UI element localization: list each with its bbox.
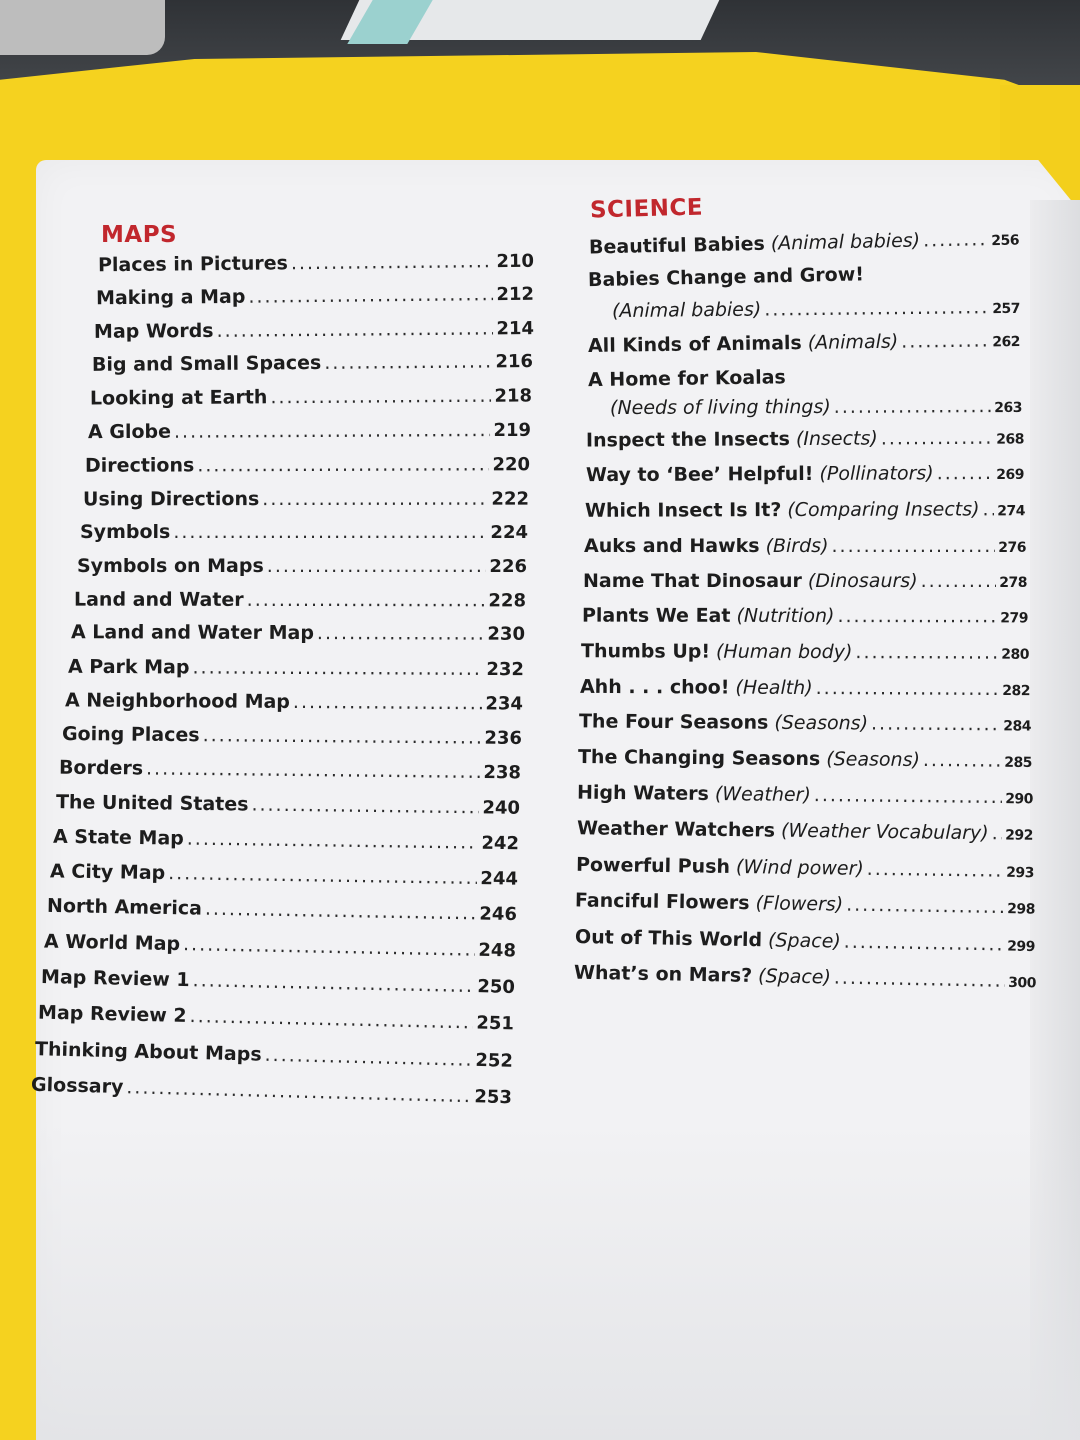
entry-title: Way to ‘Bee’ Helpful! xyxy=(585,462,814,487)
page-number: 214 xyxy=(496,318,535,340)
toc-entry[interactable] xyxy=(98,250,534,277)
page-number: 210 xyxy=(496,250,535,273)
page-number: 269 xyxy=(996,466,1025,483)
toc-entry[interactable] xyxy=(580,676,1030,700)
leader-dots xyxy=(814,784,1003,808)
toc-entry[interactable] xyxy=(581,640,1029,664)
leader-dots xyxy=(205,898,477,925)
toc-entry[interactable] xyxy=(92,350,533,376)
page-number: 234 xyxy=(485,693,524,715)
science-heading: SCIENCE xyxy=(589,194,704,224)
entry-title: Babies Change and Grow! xyxy=(587,263,865,292)
page-number: 226 xyxy=(489,556,527,577)
entry-title: A City Map xyxy=(49,860,166,885)
entry-title: Inspect the Insects xyxy=(585,428,790,452)
entry-title: Big and Small Spaces xyxy=(91,351,322,376)
leader-dots xyxy=(291,250,494,274)
entry-title: A Home for Koalas xyxy=(587,366,786,392)
toc-entry[interactable] xyxy=(94,317,534,343)
page-number: 250 xyxy=(477,976,516,998)
leader-dots xyxy=(197,453,489,476)
entry-title: A State Map xyxy=(52,825,184,850)
entry-title: Going Places xyxy=(61,722,200,747)
page-number: 244 xyxy=(480,868,519,890)
entry-title: Land and Water xyxy=(73,588,244,611)
leader-dots xyxy=(921,570,997,592)
page-number: 252 xyxy=(475,1049,514,1072)
page-number: 299 xyxy=(1007,938,1036,956)
leader-dots xyxy=(867,858,1004,882)
page-number: 279 xyxy=(1000,610,1029,627)
entry-title: Map Words xyxy=(93,319,214,343)
entry-title: The Changing Seasons xyxy=(577,746,821,771)
page-number: 228 xyxy=(488,590,527,612)
page-number: 293 xyxy=(1006,864,1035,882)
page-number: 238 xyxy=(483,762,522,784)
entry-subject: (Space) xyxy=(767,929,841,953)
page-number: 280 xyxy=(1001,646,1030,663)
entry-subject: (Weather) xyxy=(714,783,811,807)
entry-title: A Land and Water Map xyxy=(70,621,314,645)
entry-subject: (Animal babies) xyxy=(770,229,921,255)
page-number: 285 xyxy=(1004,754,1033,771)
entry-subject: (Animals) xyxy=(807,330,899,354)
page-number: 246 xyxy=(479,903,518,926)
leader-dots xyxy=(901,329,989,352)
entry-subject: (Animal babies) xyxy=(611,298,762,323)
entry-title: Which Insect Is It? xyxy=(584,499,782,522)
entry-subject: (Nutrition) xyxy=(736,604,835,628)
entry-title: Directions xyxy=(84,454,195,477)
page-number: 257 xyxy=(992,300,1021,318)
toc-entry[interactable] xyxy=(588,365,888,391)
leader-dots xyxy=(251,794,479,819)
page-number: 278 xyxy=(999,575,1027,591)
page-number: 219 xyxy=(493,419,532,442)
page-number: 300 xyxy=(1008,974,1037,992)
toc-entry[interactable] xyxy=(71,621,525,645)
toc-entry[interactable] xyxy=(65,689,523,714)
page-number: 263 xyxy=(994,399,1023,417)
page-number: 268 xyxy=(996,431,1025,448)
leader-dots xyxy=(982,498,994,520)
leader-dots xyxy=(937,462,994,484)
entry-title: A Park Map xyxy=(67,655,190,679)
toc-entry-continued[interactable] xyxy=(610,395,1022,419)
page-number: 224 xyxy=(490,522,528,543)
page-number: 253 xyxy=(474,1086,513,1109)
leader-dots xyxy=(216,317,493,341)
leader-dots xyxy=(992,822,1003,844)
page-shadow xyxy=(36,1120,1080,1440)
leader-dots xyxy=(871,712,1000,735)
page-number: 248 xyxy=(478,939,517,962)
page-number: 220 xyxy=(492,454,531,476)
entry-title: Name That Dinosaur xyxy=(583,570,802,592)
leader-dots xyxy=(855,641,998,663)
page-number: 218 xyxy=(494,385,533,407)
toc-entry[interactable] xyxy=(90,384,532,409)
toc-entry[interactable] xyxy=(586,462,1024,486)
leader-dots xyxy=(844,931,1005,956)
leader-dots xyxy=(262,488,488,510)
entry-title: Symbols on Maps xyxy=(77,555,264,577)
toc-entry[interactable] xyxy=(584,535,1026,557)
leader-dots xyxy=(146,757,481,783)
page-number: 242 xyxy=(481,832,520,855)
leader-dots xyxy=(270,385,491,409)
toc-entry-continued[interactable] xyxy=(612,296,1020,322)
entry-subject: (Dinosaurs) xyxy=(807,570,918,592)
page-number: 256 xyxy=(991,232,1020,250)
entry-subject: (Weather Vocabulary) xyxy=(780,819,989,845)
toc-entry[interactable] xyxy=(83,488,529,511)
page-number: 298 xyxy=(1007,901,1036,918)
toc-entry[interactable] xyxy=(68,656,524,680)
entry-subject: (Health) xyxy=(735,676,813,700)
entry-title: Thinking About Maps xyxy=(34,1038,262,1066)
leader-dots xyxy=(834,395,992,418)
entry-title: Beautiful Babies xyxy=(588,232,766,259)
entry-title: Map Review 2 xyxy=(37,1001,187,1027)
toc-entry[interactable] xyxy=(80,521,528,543)
toc-entry[interactable] xyxy=(579,710,1031,735)
background-notebook xyxy=(0,0,165,55)
entry-title: The Four Seasons xyxy=(578,710,769,734)
entry-title: North America xyxy=(46,894,203,920)
page-number: 284 xyxy=(1003,718,1032,735)
entry-title: A Globe xyxy=(87,420,172,444)
toc-entry[interactable] xyxy=(586,426,1024,451)
page-number: 274 xyxy=(997,503,1026,520)
page-number: 222 xyxy=(491,488,530,510)
toc-entry[interactable] xyxy=(77,555,527,577)
page-number: 276 xyxy=(998,540,1026,556)
leader-dots xyxy=(293,691,483,714)
entry-title: Plants We Eat xyxy=(581,604,731,627)
entry-subject: (Birds) xyxy=(765,535,829,557)
entry-title: High Waters xyxy=(576,781,710,805)
entry-title: A Neighborhood Map xyxy=(64,689,291,713)
leader-dots xyxy=(203,724,482,748)
page-number: 240 xyxy=(482,797,521,819)
toc-entry[interactable] xyxy=(74,589,526,612)
toc-entry[interactable] xyxy=(85,453,530,477)
page-number: 212 xyxy=(496,283,535,306)
toc-entry[interactable] xyxy=(582,605,1028,628)
leader-dots xyxy=(923,228,989,251)
page-number: 290 xyxy=(1005,791,1034,808)
page-number: 282 xyxy=(1002,683,1031,700)
entry-subject: (Wind power) xyxy=(735,856,864,880)
entry-subject: (Flowers) xyxy=(755,892,844,916)
entry-subject: (Needs of living things) xyxy=(609,395,831,420)
entry-title: The United States xyxy=(55,791,249,816)
toc-entry[interactable] xyxy=(583,570,1027,592)
entry-subject: (Space) xyxy=(757,965,832,989)
leader-dots xyxy=(192,656,483,680)
entry-title: Ahh . . . choo! xyxy=(579,675,730,699)
entry-title: Looking at Earth xyxy=(89,386,268,410)
entry-title: A World Map xyxy=(43,930,181,956)
leader-dots xyxy=(837,605,997,627)
page-number: 292 xyxy=(1005,827,1034,844)
entry-subject: (Pollinators) xyxy=(819,462,934,485)
entry-title: All Kinds of Animals xyxy=(587,332,802,358)
leader-dots xyxy=(764,296,989,320)
entry-title: Out of This World xyxy=(574,925,763,952)
entry-subject: (Seasons) xyxy=(774,711,869,735)
page-number: 262 xyxy=(992,333,1021,351)
leader-dots xyxy=(173,521,487,543)
toc-entry[interactable] xyxy=(62,723,522,749)
entry-title: Glossary xyxy=(30,1073,124,1099)
entry-title: Using Directions xyxy=(82,488,260,511)
leader-dots xyxy=(247,589,486,611)
leader-dots xyxy=(816,677,1000,700)
entry-subject: (Human body) xyxy=(715,640,853,664)
entry-title: Places in Pictures xyxy=(97,252,288,277)
leader-dots xyxy=(187,828,479,854)
entry-title: Map Review 1 xyxy=(40,966,190,992)
leader-dots xyxy=(324,350,492,373)
leader-dots xyxy=(881,427,994,450)
leader-dots xyxy=(923,749,1002,772)
toc-entry[interactable] xyxy=(585,498,1025,522)
entry-subject: (Insects) xyxy=(795,427,878,451)
entry-title: Symbols xyxy=(80,521,171,543)
leader-dots xyxy=(846,894,1004,918)
entry-title: What’s on Mars? xyxy=(573,961,753,987)
entry-title: Powerful Push xyxy=(575,853,731,878)
page-number: 251 xyxy=(476,1012,515,1035)
leader-dots xyxy=(174,419,491,443)
entry-title: Fanciful Flowers xyxy=(574,889,750,915)
leader-dots xyxy=(834,967,1006,992)
entry-title: Borders xyxy=(58,756,144,780)
entry-title: Making a Map xyxy=(95,285,246,310)
entry-title: Weather Watchers xyxy=(576,817,776,842)
maps-heading: MAPS xyxy=(101,222,178,248)
toc-entry[interactable] xyxy=(578,746,1032,772)
page-number: 232 xyxy=(486,658,525,681)
entry-title: Thumbs Up! xyxy=(580,640,711,663)
leader-dots xyxy=(832,535,996,557)
entry-subject: (Seasons) xyxy=(826,748,921,772)
page-number: 230 xyxy=(487,623,526,645)
entry-title: Auks and Hawks xyxy=(584,535,760,557)
toc-entry[interactable] xyxy=(88,419,531,443)
toc-entry[interactable] xyxy=(96,283,534,310)
leader-dots xyxy=(267,555,487,577)
leader-dots xyxy=(317,622,485,645)
page-number: 216 xyxy=(495,351,534,373)
entry-subject: (Comparing Insects) xyxy=(787,498,980,522)
leader-dots xyxy=(248,283,493,308)
page-number: 236 xyxy=(484,727,523,750)
